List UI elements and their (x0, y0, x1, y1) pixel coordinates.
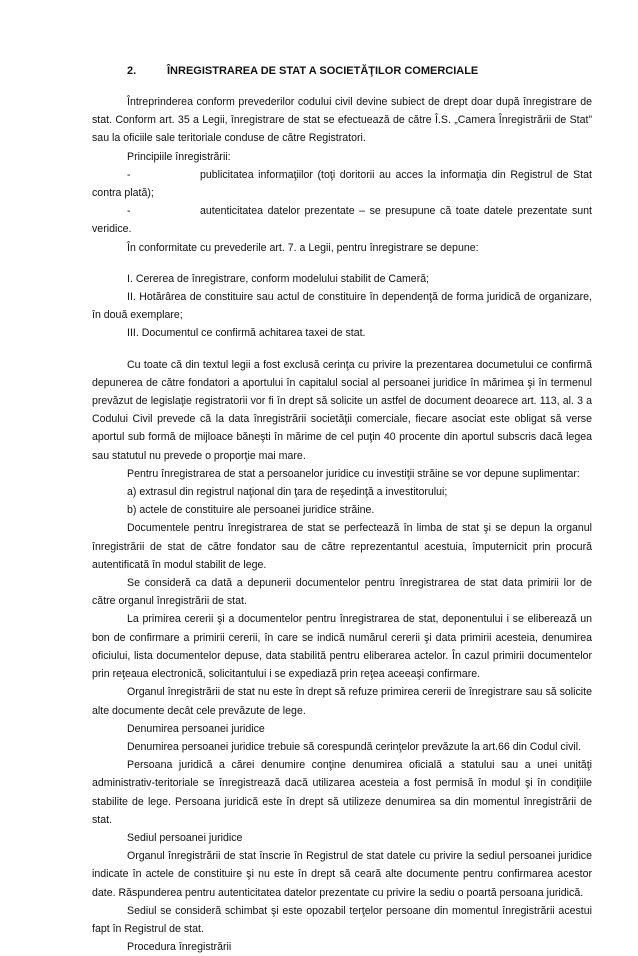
section-number: 2. (127, 65, 137, 77)
paragraph: La primirea cererii şi a documentelor pentru înregistrarea de stat, deponentului i se eliberează un bon de confirmare a primirii cererii, în care se indică numărul cererii şi data primirii acesteia, denumirea oficiului, lista documentelor depuse, data stabilită pentru eliberarea actelor. În cazul primirii documentelor prin reţeaua electronică, solicitantului i se expediază prin reţea aceeaşi confirmare. (92, 613, 592, 681)
bullet-text: publicitatea informaţiilor (toţi doritorii au acces la informaţia din Registrul de Stat contra plată); (92, 168, 592, 200)
list-item: II. Hotărârea de constituire sau actul de constituire în dependenţă de forma juridică de organizare, în două exemplare; (92, 291, 592, 322)
section-title: ÎNREGISTRAREA DE STAT A SOCIETĂŢILOR COMERCIALE (167, 65, 479, 77)
bullet-item (92, 166, 592, 202)
paragraph: Se consideră ca dată a depunerii documentelor pentru înregistrarea de stat data primirii lor de către organul înregistrării de stat. (92, 577, 592, 608)
body-text (92, 93, 592, 956)
bullet-text: autenticitatea datelor prezentate – se presupune că toate datele prezentate sunt veridice. (92, 205, 592, 236)
list-item: I. Cererea de înregistrare, conform modelului stabilit de Cameră; (127, 272, 430, 285)
paragraph: Persoana juridică a cărei denumire conţine denumirea oficială a statului sau a unei unităţi administrativ-teritoriale se înregistrează dacă utilizarea acesteia a fost permisă în modul şi în condiţiile stabilite de lege. Persoana juridică este în drept să utilizeze denumirea sa din momentul înregistrării de stat. (92, 759, 592, 826)
paragraph: Întreprinderea conform prevederilor codului civil devine subiect de drept doar după înregistrare de stat. Conform art. 35 a Legii, înregistrare de stat se efectuează de către Î.S. „Camera Înregistrării de Stat” sau la oficiile sale teritoriale conduse de către Registratori. (92, 96, 592, 145)
bullet-item (92, 202, 592, 238)
paragraph: În conformitate cu prevederile art. 7. a Legii, pentru înregistrare se depune: (127, 241, 479, 254)
list-item: III. Documentul ce confirmă achitarea taxei de stat. (127, 327, 366, 340)
paragraph: Pentru înregistrarea de stat a persoanelor juridice cu investiţii străine se vor depune suplimentar: (127, 467, 580, 480)
subheading: Procedura înregistrării (127, 941, 232, 954)
subheading: Sediul persoanei juridice (127, 831, 243, 844)
paragraph: Denumirea persoanei juridice trebuie să corespundă cerinţelor prevăzute la art.66 din Codul civil. (127, 740, 582, 753)
bullet-dash: - (127, 205, 131, 218)
section-heading (127, 62, 478, 80)
bullet-dash: - (127, 168, 131, 181)
paragraph: Cu toate că din textul legii a fost exclusă cerinţa cu privire la prezentarea documetului ce confirmă depunerea de către fondatori a aportului în capitalul social al persoanei juridice în mărimea şi în termenul prevăzut de legislaţie registratorii vor fi în drept să solicite un astfel de document deoarece art. 113, al. 3 a Codului Civil prevede că la data înregistrării societăţii comerciale, fiecare asociat este obligat să verse aportul sub formă de mijloace băneşti în mărime de cel puţin 40 procente din aportul subscris dacă legea sau statutul nu prevede o proporţie mai mare. (92, 358, 592, 462)
list-item: b) actele de constituire ale persoanei juridice străine. (127, 504, 375, 517)
list-item: a) extrasul din registrul naţional din ţara de reşedinţă a investitorului; (127, 486, 448, 499)
paragraph: Organul înregistrării de stat înscrie în Registrul de stat datele cu privire la sediul persoanei juridice indicate în actele de constituire şi nu este în drept să ceară alte documente pentru confirmarea acestor date. Răspunderea pentru autenticitatea datelor prezentate cu privire la sediu o poartă persoana juridică. (92, 850, 592, 899)
paragraph: Documentele pentru înregistrarea de stat se perfectează în limba de stat şi se depun la organul înregistrării de stat de către fondator sau de către reprezentantul acestuia, împuternicit prin procură autentificată în modul stabilit de lege. (92, 522, 592, 571)
paragraph: Sediul se consideră schimbat şi este opozabil terţelor persoane din momentul înregistrării acestui fapt în Registrul de stat. (92, 904, 592, 935)
subheading: Denumirea persoanei juridice (127, 722, 265, 735)
paragraph: Organul înregistrării de stat nu este în drept să refuze primirea cererii de înregistrare sau să solicite alte documente decât cele prevăzute de lege. (92, 686, 592, 717)
paragraph: Principiile înregistrării: (127, 150, 231, 163)
